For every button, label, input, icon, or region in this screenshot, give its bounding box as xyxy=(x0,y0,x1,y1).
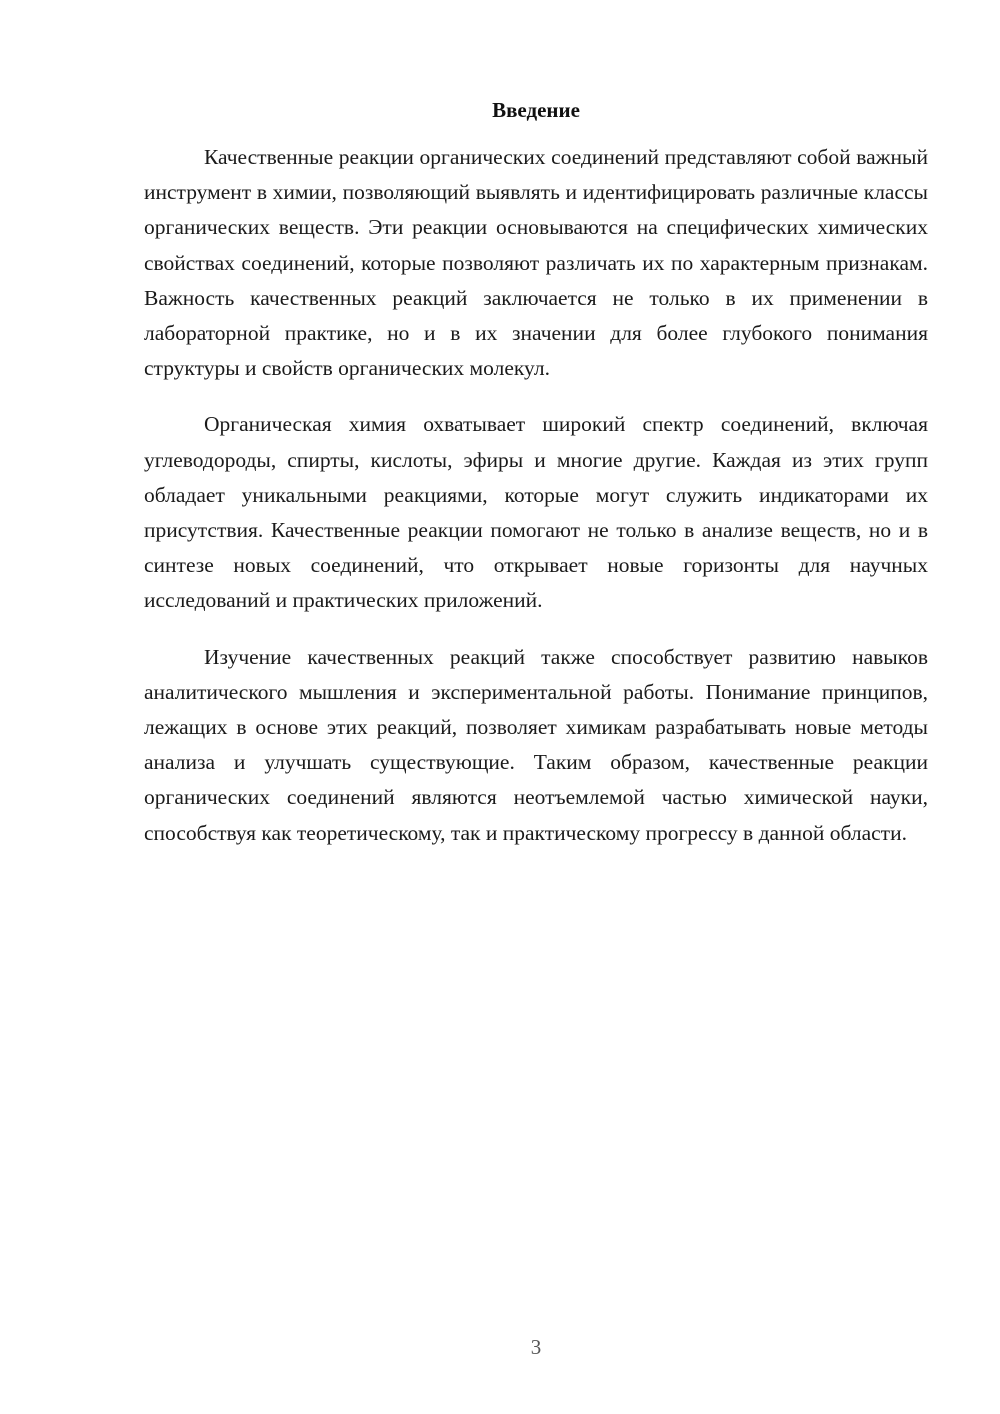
paragraph-2: Органическая химия охватывает широкий спектр соединений, включая углеводороды, спирты, кислоты, эфиры и многие другие. Каждая из этих групп обладает уникальными реакциями, которые могут служить индикаторами их присутствия. Качественные реакции помогают не только в анализе веществ, но и в синтезе новых соединений, что открывает новые горизонты для научных исследований и практических приложений. xyxy=(144,412,928,613)
page-number: 3 xyxy=(530,1335,542,1359)
paragraph-3: Изучение качественных реакций также способствует развитию навыков аналитического мышления и экспериментальной работы. Понимание принципов, лежащих в основе этих реакций, позволяет химикам разрабатывать новые методы анализа и улучшать существующие. Таким образом, качественные реакции органических соединений являются неотъемлемой частью химической науки, способствуя как теоретическому, так и практическому прогрессу в данной области. xyxy=(144,644,928,845)
page-content xyxy=(144,92,928,872)
section-heading: Введение xyxy=(492,98,580,122)
paragraph-1: Качественные реакции органических соединений представляют собой важный инструмент в химии, позволяющий выявлять и идентифицировать различные классы органических веществ. Эти реакции основываются на специфических химических свойствах соединений, которые позволяют различать их по характерным признакам. Важность качественных реакций заключается не только в их применении в лабораторной практике, но и в их значении для более глубокого понимания структуры и свойств органических молекул. xyxy=(144,145,928,381)
